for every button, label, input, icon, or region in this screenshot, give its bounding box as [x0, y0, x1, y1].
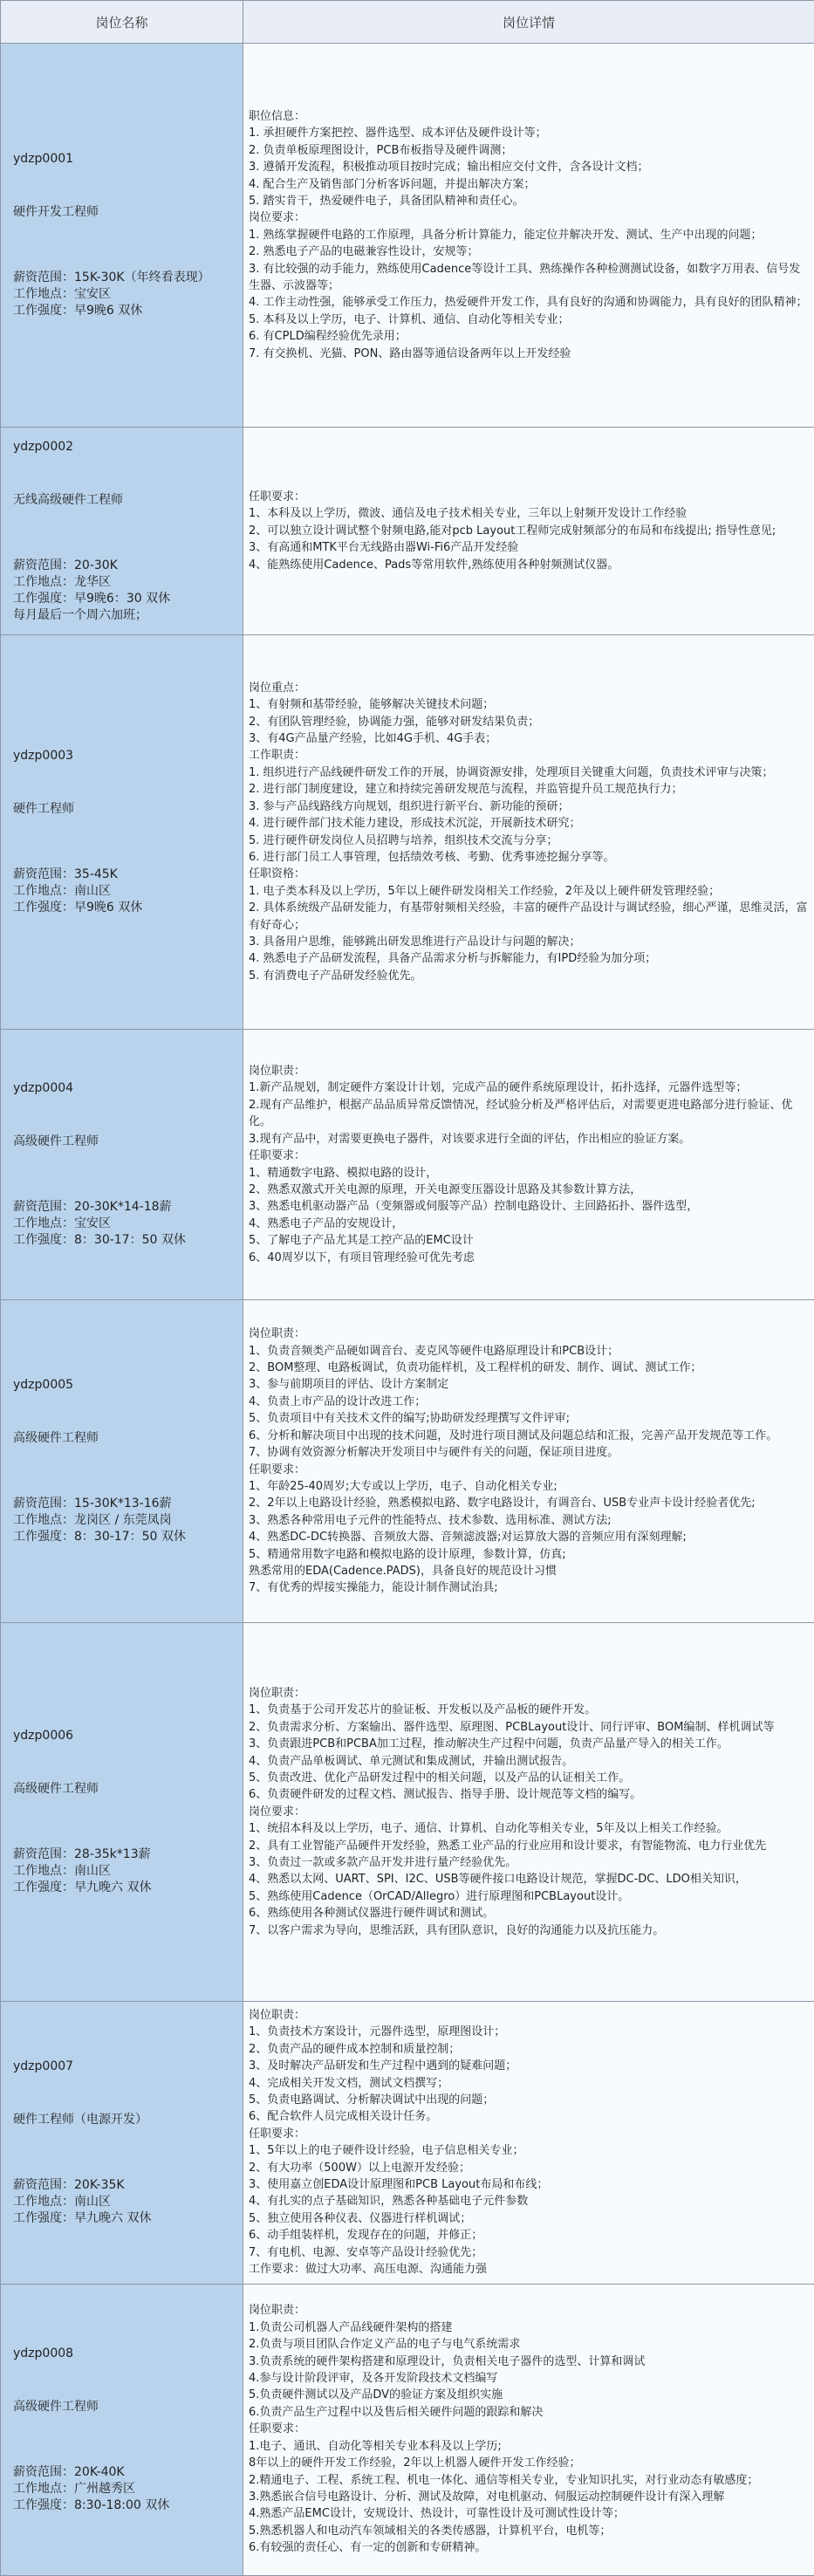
job-detail-line: 3. 具备用户思维，能够跳出研发思维进行产品设计与问题的解决； [249, 934, 809, 950]
job-detail-line: 6. 有CPLD编程经验优先录用； [249, 328, 809, 345]
job-detail-line: 6、熟练使用各种测试仪器进行硬件调试和测试。 [249, 1905, 809, 1922]
job-summary-cell [1, 1300, 243, 1623]
job-detail-line: 2、具有工业智能产品硬件开发经验，熟悉工业产品的行业应用和设计要求，有智能物流、电力行业优先 [249, 1838, 809, 1854]
job-meta-line: 薪资范围：35-45K [13, 867, 243, 883]
job-detail-cell [243, 1030, 814, 1300]
job-detail-cell [243, 2002, 814, 2285]
job-detail-line: 1、精通数字电路、模拟电路的设计， [249, 1165, 809, 1182]
job-row [1, 44, 814, 428]
job-detail-cell [243, 44, 814, 428]
job-detail-line: 5、了解电子产品尤其是工控产品的EMC设计 [249, 1232, 809, 1249]
job-detail-line: 5、独立使用各种仪表、仪器进行样机调试； [249, 2210, 809, 2227]
job-summary-cell [1, 2002, 243, 2285]
job-detail-line: 3、熟悉各种常用电子元件的性能特点、技术参数、选用标准、测试方法; [249, 1512, 809, 1529]
job-code: ydzp0002 [13, 439, 243, 456]
job-code: ydzp0004 [13, 1080, 243, 1097]
job-meta-line: 薪资范围：20-30K [13, 558, 243, 574]
job-detail-line: 4. 进行硬件部门技术能力建设，形成技术沉淀，开展新技术研究； [249, 815, 809, 832]
job-detail-line: 4、熟悉电子产品的安规设计， [249, 1216, 809, 1232]
job-detail-line: 6、配合软件人员完成相关设计任务。 [249, 2108, 809, 2125]
job-meta-line: 工作强度：早9晚6 双休 [13, 303, 243, 319]
job-detail-line: 任职要求： [249, 2126, 809, 2142]
job-meta-line: 工作地点：南山区 [13, 2194, 243, 2210]
job-detail-line: 2、可以独立设计调试整个射频电路,能对pcb Layout工程师完成射频部分的布局和布线提出; 指导性意见; [249, 523, 809, 539]
job-title: 高级硬件工程师 [13, 1134, 243, 1150]
job-detail-line: 3.熟悉嵌合信号电路设计、分析、测试及故障，对电机驱动、伺服运动控制硬件设计有深入理解 [249, 2489, 809, 2505]
job-detail-line: 职位信息： [249, 108, 809, 125]
job-detail-line: 2.精通电子、工程、系统工程、机电一体化、通信等相关专业，专业知识扎实，对行业动态有敏感度； [249, 2472, 809, 2489]
job-detail-line: 5、熟练使用Cadence（OrCAD/Allegro）进行原理图和PCBLayout设计。 [249, 1888, 809, 1905]
job-detail-line: 1.电子、通讯、自动化等相关专业本科及以上学历; [249, 2438, 809, 2455]
job-code: ydzp0006 [13, 1728, 243, 1744]
job-detail-line: 5、负责改进、优化产品研发过程中的相关问题，以及产品的认证相关工作。 [249, 1770, 809, 1786]
job-title: 硬件工程师（电源开发） [13, 2112, 243, 2128]
job-detail-line: 任职要求： [249, 1148, 809, 1164]
job-detail-line: 2、负责产品的硬件成本控制和质量控制； [249, 2041, 809, 2058]
job-meta-line: 工作地点：广州越秀区 [13, 2481, 243, 2497]
job-code: ydzp0005 [13, 1377, 243, 1394]
job-detail-line: 3、负责跟进PCB和PCBA加工过程，推动解决生产过程中问题，负责产品量产导入的相关工作。 [249, 1736, 809, 1752]
job-meta-line: 工作地点：龙岗区 / 东莞凤岗 [13, 1512, 243, 1529]
job-detail-line: 岗位职责： [249, 2007, 809, 2024]
job-detail-line: 5. 本科及以上学历，电子、计算机、通信、自动化等相关专业； [249, 312, 809, 328]
job-detail-line: 2、有大功率（500W）以上电源开发经验； [249, 2160, 809, 2176]
job-detail-line: 岗位要求： [249, 209, 809, 226]
job-detail-line: 7、以客户需求为导向，思维活跃，具有团队意识，良好的沟通能力以及抗压能力。 [249, 1922, 809, 1939]
job-meta-line: 工作强度：8:30-18:00 双休 [13, 2497, 243, 2514]
job-detail-line: 7. 有交换机、光猫、PON、路由器等通信设备两年以上开发经验 [249, 346, 809, 362]
job-meta-line: 工作强度：8：30-17：50 双休 [13, 1529, 243, 1545]
job-summary-cell [1, 1030, 243, 1300]
job-detail-line: 5. 有消费电子产品研发经验优先。 [249, 968, 809, 984]
job-detail-line: 6. 进行部门员工人事管理，包括绩效考核、考勤、优秀事迹挖掘分享等。 [249, 849, 809, 866]
job-detail-line: 3、使用嘉立创EDA设计原理图和PCB Layout布局和布线； [249, 2176, 809, 2193]
job-detail-line: 7、有优秀的焊接实操能力，能设计制作测试治具; [249, 1579, 809, 1596]
job-meta-line: 薪资范围：28-35k*13薪 [13, 1846, 243, 1863]
job-detail-line: 7、协调有效资源分析解决开发项目中与硬件有关的问题，保证项目进度。 [249, 1444, 809, 1461]
job-detail-line: 4、熟悉DC-DC转换器、音频放大器、音频滤波器;对运算放大器的音频应用有深刻理解; [249, 1529, 809, 1545]
job-meta-line: 薪资范围：15-30K*13-16薪 [13, 1496, 243, 1512]
job-meta-line: 工作地点：南山区 [13, 1863, 243, 1880]
job-detail-line: 熟悉常用的EDA(Cadence.PADS)，具备良好的规范设计习惯 [249, 1563, 809, 1579]
job-detail-cell [243, 1300, 814, 1623]
job-detail-line: 3. 遵循开发流程，积极推动项目按时完成；输出相应交付文件，含各设计文档； [249, 159, 809, 175]
job-detail-line: 1、5年以上的电子硬件设计经验，电子信息相关专业； [249, 2142, 809, 2159]
header-job-name: 岗位名称 [1, 1, 243, 44]
job-detail-line: 2、负责需求分析、方案输出、器件选型、原理图、PCBLayout设计、同行评审、BOM编制、样机调试等 [249, 1719, 809, 1736]
job-detail-line: 4.参与设计阶段评审，及各开发阶段技术文档编写 [249, 2370, 809, 2387]
job-detail-line: 3、参与前期项目的评估、设计方案制定 [249, 1376, 809, 1393]
job-detail-cell [243, 2284, 814, 2575]
job-detail-line: 3、熟悉电机驱动器产品（变频器或伺服等产品）控制电路设计、主回路拓扑、器件选型， [249, 1198, 809, 1215]
job-detail-line: 1、负责音频类产品硬如调音台、麦克风等硬件电路原理设计和PCB设计； [249, 1343, 809, 1360]
job-detail-line: 6、40周岁以下，有项目管理经验可优先考虑 [249, 1250, 809, 1266]
job-row [1, 1623, 814, 2002]
job-code: ydzp0007 [13, 2059, 243, 2075]
job-detail-line: 岗位职责： [249, 2302, 809, 2319]
job-meta-line: 工作地点：龙华区 [13, 574, 243, 591]
job-detail-line: 5. 进行硬件研发岗位人员招聘与培养，组织技术交流与分享； [249, 832, 809, 849]
job-meta-line: 薪资范围：15K-30K（年终看表现） [13, 270, 243, 286]
job-detail-line: 4、负责上市产品的设计改进工作； [249, 1394, 809, 1410]
job-detail-line: 2. 具体系统级产品研发能力，有基带射频相关经验，丰富的硬件产品设计与调试经验，细心严谨，思维灵活，富有好奇心； [249, 900, 809, 934]
job-detail-line: 岗位职责： [249, 1326, 809, 1342]
job-detail-line: 3.负责系统的硬件架构搭建和原理设计，负责相关电子器件的选型、计算和调试 [249, 2353, 809, 2370]
job-detail-line: 岗位职责： [249, 1685, 809, 1702]
job-row [1, 2002, 814, 2285]
job-detail-line: 1、有射频和基带经验，能够解决关键技术问题； [249, 696, 809, 713]
job-summary-cell [1, 428, 243, 635]
job-meta-line: 每月最后一个周六加班； [13, 607, 243, 624]
job-detail-line: 3. 有比较强的动手能力，熟练使用Cadence等设计工具、熟练操作各种检测测试设备，如数字万用表、信号发生器、示波器等； [249, 261, 809, 295]
job-summary-cell [1, 635, 243, 1030]
job-meta-line: 工作地点：南山区 [13, 883, 243, 900]
job-detail-cell [243, 1623, 814, 2002]
job-detail-line: 4. 配合生产及销售部门分析客诉问题，并提出解决方案； [249, 176, 809, 193]
job-detail-line: 6、负责硬件研发的过程文档、测试报告、指导手册、设计规范等文档的编写。 [249, 1786, 809, 1803]
header-job-detail: 岗位详情 [243, 1, 814, 44]
job-detail-line: 6.负责产品生产过程中以及售后相关硬件问题的跟踪和解决 [249, 2404, 809, 2421]
job-detail-line: 岗位职责： [249, 1063, 809, 1079]
job-title: 无线高级硬件工程师 [13, 492, 243, 509]
job-row [1, 635, 814, 1030]
job-detail-line: 2. 负责单板原理图设计，PCB布板指导及硬件调测； [249, 142, 809, 159]
job-title: 高级硬件工程师 [13, 1781, 243, 1798]
job-detail-line: 2.现有产品维护，根据产品品质异常反馈情况，经试验分析及严格评估后，对需要更进电路部分进行验证、优化。 [249, 1097, 809, 1131]
job-meta-line: 工作强度：早9晚6 双休 [13, 900, 243, 916]
job-detail-line: 2、熟悉双激式开关电源的原理，开关电源变压器设计思路及其参数计算方法， [249, 1182, 809, 1198]
job-detail-line: 任职资格： [249, 866, 809, 882]
job-detail-line: 1. 承担硬件方案把控、器件选型、成本评估及硬件设计等； [249, 125, 809, 141]
job-meta-line: 工作地点：宝安区 [13, 286, 243, 303]
job-row [1, 1030, 814, 1300]
job-detail-line: 3.现有产品中，对需要更换电子器件，对该要求进行全面的评估，作出相应的验证方案。 [249, 1131, 809, 1148]
job-detail-line: 1. 组织进行产品线硬件研发工作的开展，协调资源安排，处理项目关键重大问题，负责技术评审与决策； [249, 764, 809, 781]
job-detail-line: 1. 熟练掌握硬件电路的工作原理，具备分析计算能力，能定位并解决开发、测试、生产中出现的问题； [249, 227, 809, 243]
job-detail-cell [243, 635, 814, 1030]
job-detail-cell [243, 428, 814, 635]
job-detail-line: 任职要求： [249, 2421, 809, 2437]
job-summary-cell [1, 2284, 243, 2575]
job-meta-line: 工作强度：早九晚六 双休 [13, 1880, 243, 1896]
job-row [1, 428, 814, 635]
job-title: 高级硬件工程师 [13, 1430, 243, 1447]
job-detail-line: 3、有4G产品量产经验，比如4G手机、4G手表； [249, 730, 809, 747]
job-detail-line: 5.熟悉机器人和电动汽车领域相关的各类传感器，计算机平台，电机等； [249, 2523, 809, 2539]
job-detail-line: 2. 熟悉电子产品的电磁兼容性设计，安规等； [249, 243, 809, 260]
job-detail-line: 1、负责基于公司开发芯片的验证板、开发板以及产品板的硬件开发。 [249, 1702, 809, 1718]
job-title: 高级硬件工程师 [13, 2399, 243, 2415]
job-detail-line: 5、精通常用数字电路和模拟电路的设计原理，参数计算，仿真; [249, 1546, 809, 1563]
job-detail-line: 6、分析和解决项目中出现的技术问题，及时进行项目测试及问题总结和汇报，完善产品开发规范等工作。 [249, 1428, 809, 1444]
job-detail-line: 1、本科及以上学历，微波、通信及电子技术相关专业，三年以上射频开发设计工作经验 [249, 505, 809, 522]
job-detail-line: 1、统招本科及以上学历，电子、通信、计算机、自动化等相关专业，5年及以上相关工作经验。 [249, 1820, 809, 1837]
job-detail-line: 2、BOM整理、电路板调试，负责功能样机，及工程样机的研发、制作、调试、测试工作； [249, 1360, 809, 1376]
job-meta-line: 薪资范围：20K-35K [13, 2177, 243, 2194]
job-detail-line: 任职要求： [249, 489, 809, 505]
job-detail-line: 3、及时解决产品研发和生产过程中遇到的疑难问题； [249, 2058, 809, 2074]
job-detail-line: 6、动手组装样机，发现存在的问题，并修正； [249, 2227, 809, 2244]
job-detail-line: 8年以上的硬件开发工作经验，2年以上机器人硬件开发工作经验； [249, 2455, 809, 2471]
job-detail-line: 工作职责： [249, 747, 809, 764]
job-detail-line: 1. 电子类本科及以上学历，5年以上硬件研发岗相关工作经验，2年及以上硬件研发管理经验； [249, 883, 809, 900]
job-detail-line: 任职要求： [249, 1462, 809, 1478]
job-detail-line: 岗位重点： [249, 680, 809, 696]
job-detail-line: 5、负责电路调试、分析解决调试中出现的问题； [249, 2092, 809, 2108]
job-meta-line: 薪资范围：20-30K*14-18薪 [13, 1199, 243, 1216]
job-detail-line: 4. 工作主动性强，能够承受工作压力，热爱硬件开发工作，具有良好的沟通和协调能力，具有良好的团队精神； [249, 294, 809, 311]
job-code: ydzp0001 [13, 151, 243, 168]
job-title: 硬件工程师 [13, 801, 243, 818]
job-title: 硬件开发工程师 [13, 204, 243, 221]
job-detail-line: 5.负责硬件测试以及产品DV的验证方案及组织实施 [249, 2387, 809, 2403]
job-detail-line: 4、熟悉以太网、UART、SPI、I2C、USB等硬件接口电路设计规范，掌握DC-DC、LDO相关知识， [249, 1871, 809, 1887]
job-detail-line: 5、负责项目中有关技术文件的编写;协助研发经理撰写文件评审; [249, 1410, 809, 1427]
job-detail-line: 1、负责技术方案设计，元器件选型，原理图设计； [249, 2024, 809, 2040]
job-detail-line: 3、有高通和MTK平台无线路由器Wi-Fi6产品开发经验 [249, 539, 809, 556]
job-detail-line: 1、年龄25-40周岁;大专或以上学历，电子、自动化相关专业; [249, 1478, 809, 1495]
job-detail-line: 4、完成相关开发文档，测试文档撰写； [249, 2075, 809, 2092]
job-meta-line: 工作强度：8：30-17：50 双休 [13, 1232, 243, 1249]
header-row [1, 1, 814, 44]
job-detail-line: 3、负责过一款或多款产品开发并进行量产经验优先。 [249, 1854, 809, 1871]
job-detail-line: 7、有电机、电源、安卓等产品设计经验优先； [249, 2244, 809, 2261]
job-summary-cell [1, 1623, 243, 2002]
job-detail-line: 岗位要求： [249, 1804, 809, 1820]
job-row [1, 2284, 814, 2575]
job-detail-line: 工作要求：做过大功率、高压电源、沟通能力强 [249, 2261, 809, 2278]
job-detail-line: 2、有团队管理经验，协调能力强，能够对研发结果负责； [249, 714, 809, 730]
job-meta-line: 工作地点：宝安区 [13, 1216, 243, 1232]
job-code: ydzp0008 [13, 2346, 243, 2362]
job-detail-line: 4.熟悉产品EMC设计，安规设计、热设计，可靠性设计及可测试性设计等； [249, 2505, 809, 2522]
job-row [1, 1300, 814, 1623]
job-detail-line: 2.负责与项目团队合作定义产品的电子与电气系统需求 [249, 2336, 809, 2353]
job-detail-line: 4. 熟悉电子产品研发流程，具备产品需求分析与拆解能力，有IPD经验为加分项； [249, 950, 809, 967]
job-meta-line: 工作强度：早9晚6：30 双休 [13, 591, 243, 607]
job-detail-line: 4、能熟练使用Cadence、Pads等常用软件,熟练使用各种射频测试仪器。 [249, 557, 809, 573]
job-meta-line: 工作强度：早九晚六 双休 [13, 2210, 243, 2227]
job-meta-line: 薪资范围：20K-40K [13, 2464, 243, 2481]
job-detail-line: 1.负责公司机器人产品线硬件架构的搭建 [249, 2319, 809, 2336]
job-detail-line: 2. 进行部门制度建设，建立和持续完善研发规范与流程，并监管提升员工规范执行力； [249, 781, 809, 798]
job-detail-line: 5. 踏实肯干，热爱硬件电子，具备团队精神和责任心。 [249, 193, 809, 209]
job-detail-line: 4、负责产品单板调试、单元测试和集成测试，并输出测试报告。 [249, 1753, 809, 1770]
job-detail-line: 4、有扎实的点子基础知识，熟悉各种基础电子元件参数 [249, 2193, 809, 2209]
job-summary-cell [1, 44, 243, 428]
job-code: ydzp0003 [13, 748, 243, 764]
job-detail-line: 6.有较强的责任心、有一定的创新和专研精神。 [249, 2539, 809, 2556]
job-detail-line: 2、2年以上电路设计经验，熟悉模拟电路、数字电路设计，有调音台、USB专业声卡设计经验者优先; [249, 1495, 809, 1511]
job-detail-line: 3. 参与产品线路线方向规划，组织进行新平台、新功能的预研； [249, 798, 809, 815]
job-detail-line: 1.新产品规划，制定硬件方案设计计划，完成产品的硬件系统原理设计，拓扑选择，元器件选型等； [249, 1079, 809, 1096]
